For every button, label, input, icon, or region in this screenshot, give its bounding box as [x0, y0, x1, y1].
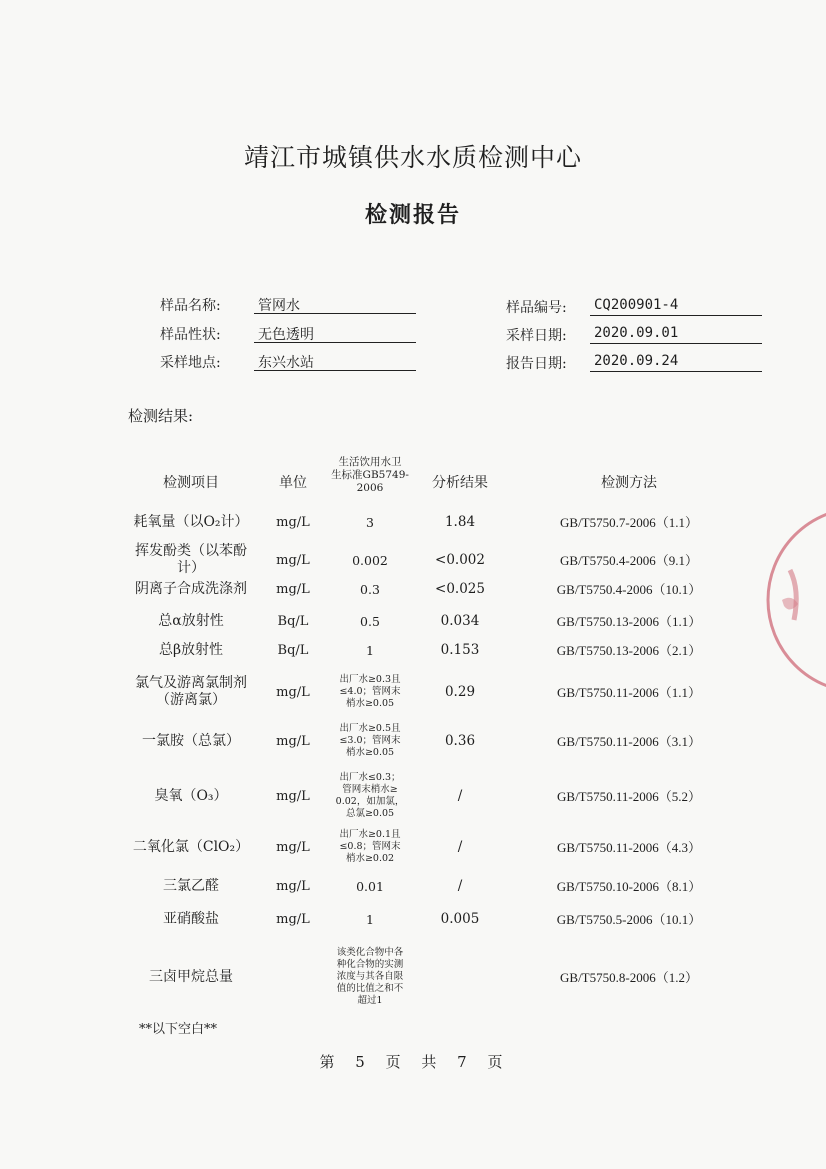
blank-note: **以下空白** [139, 1022, 218, 1037]
item-cell [118, 543, 264, 577]
item-cell-line: 三卤甲烷总量 [149, 969, 233, 985]
unit-cell: mg/L [276, 685, 310, 700]
limit-cell-line: 出厂水≥0.5且 [339, 723, 401, 734]
item-cell [118, 733, 264, 750]
item-cell-line: 总β放射性 [158, 642, 224, 658]
red-seal-stamp [760, 500, 826, 700]
limit-cell-line: 管网末梢水≥ [342, 784, 398, 795]
method-cell: GB/T5750.10-2006（8.1） [556, 879, 702, 894]
item-cell [118, 675, 264, 709]
result-cell: / [457, 839, 463, 855]
result-cell: 1.84 [444, 514, 476, 530]
limit-cell [324, 613, 416, 630]
item-cell-line: 臭氧（O₃） [154, 788, 228, 804]
unit-cell: mg/L [276, 582, 310, 597]
method-cell: GB/T5750.11-2006（4.3） [557, 840, 701, 855]
report-date-value: 2020.09.24 [590, 353, 762, 372]
result-cell: 0.153 [440, 642, 480, 658]
limit-cell [324, 642, 416, 659]
report-date-label: 报告日期: [506, 356, 567, 372]
sample-no-value: CQ200901-4 [590, 297, 762, 316]
limit-cell [324, 911, 416, 928]
limit-cell-line: 3 [366, 515, 374, 530]
page-footer: 第 5 页 共 7 页 [319, 1053, 507, 1071]
limit-cell [324, 723, 416, 759]
unit-cell: mg/L [276, 515, 310, 530]
method-cell: GB/T5750.13-2006（2.1） [556, 643, 702, 658]
sample-state-value: 无色透明 [254, 324, 416, 343]
sample-location-label: 采样地点: [160, 355, 221, 371]
limit-cell [324, 514, 416, 531]
header-limit-line: 2006 [356, 482, 384, 494]
limit-cell [324, 581, 416, 598]
result-cell: 0.36 [444, 733, 476, 749]
result-cell: <0.025 [435, 581, 485, 597]
results-label: 检测结果: [128, 407, 194, 425]
item-cell-line: 三氯乙醛 [163, 878, 219, 894]
item-cell-line: 亚硝酸盐 [163, 911, 219, 927]
item-cell-line: 阴离子合成洗涤剂 [135, 581, 247, 597]
limit-cell-line: ≤3.0；管网末 [339, 735, 401, 746]
limit-cell [324, 552, 416, 569]
report-title: 检测报告 [364, 202, 461, 228]
result-cell: 0.29 [444, 684, 476, 700]
unit-cell: Bq/L [277, 614, 309, 629]
item-cell [118, 613, 264, 630]
result-cell: <0.002 [435, 552, 485, 568]
limit-cell-line: 0.002 [352, 553, 388, 568]
unit-cell: mg/L [276, 789, 310, 804]
sample-date-label: 采样日期: [506, 328, 567, 344]
limit-cell-line: ≤4.0；管网末 [339, 686, 401, 697]
item-cell [118, 969, 264, 986]
header-result: 分析结果 [432, 475, 488, 491]
item-cell-line: 挥发酚类（以苯酚 [135, 543, 247, 559]
item-cell [118, 788, 264, 805]
header-unit: 单位 [279, 475, 307, 491]
limit-cell-line: 超过1 [357, 995, 383, 1006]
item-cell [118, 911, 264, 928]
limit-cell-line: 梢水≥0.05 [345, 698, 395, 709]
item-cell [118, 642, 264, 659]
item-cell-line: 一氯胺（总氯） [142, 733, 240, 749]
item-cell [118, 839, 264, 856]
item-cell [118, 581, 264, 598]
organization-title: 靖江市城镇供水水质检测中心 [243, 143, 582, 172]
item-cell-line: 二氧化氯（ClO₂） [132, 839, 250, 855]
limit-cell [324, 674, 416, 710]
limit-cell-line: 种化合物的实测 [336, 959, 404, 970]
limit-cell-line: 出厂水≥0.3且 [339, 674, 401, 685]
unit-cell: mg/L [276, 879, 310, 894]
limit-cell-line: 1 [366, 912, 374, 927]
limit-cell-line: 梢水≥0.02 [345, 853, 395, 864]
limit-cell-line: 浓度与其各自限 [336, 971, 404, 982]
limit-cell-line: 梢水≥0.05 [345, 747, 395, 758]
method-cell: GB/T5750.8-2006（1.2） [560, 970, 698, 985]
unit-cell: mg/L [276, 553, 310, 568]
unit-cell: mg/L [276, 840, 310, 855]
item-cell-line: 总α放射性 [158, 613, 224, 629]
limit-cell-line: 0.02，如加氯， [335, 796, 405, 807]
limit-cell-line: 0.5 [360, 614, 380, 629]
sample-no-label: 样品编号: [506, 300, 567, 316]
sample-date-value: 2020.09.01 [590, 325, 762, 344]
limit-cell-line: 总氯≥0.05 [345, 808, 395, 819]
item-cell-line: 耗氧量（以O₂计） [133, 514, 249, 530]
item-cell-line: （游离氯） [156, 692, 226, 708]
limit-cell-line: 该类化合物中各 [336, 947, 404, 958]
method-cell: GB/T5750.11-2006（5.2） [557, 789, 701, 804]
sample-location-value: 东兴水站 [254, 352, 416, 371]
item-cell [118, 878, 264, 895]
unit-cell: mg/L [276, 734, 310, 749]
method-cell: GB/T5750.4-2006（10.1） [556, 582, 702, 597]
result-cell: / [457, 878, 463, 894]
limit-cell [324, 878, 416, 895]
method-cell: GB/T5750.7-2006（1.1） [560, 515, 698, 530]
method-cell: GB/T5750.5-2006（10.1） [556, 912, 702, 927]
result-cell: 0.005 [440, 911, 480, 927]
method-cell: GB/T5750.11-2006（3.1） [557, 734, 701, 749]
limit-cell-line: 0.3 [360, 582, 380, 597]
unit-cell: mg/L [276, 912, 310, 927]
limit-cell [324, 772, 416, 820]
header-method: 检测方法 [601, 475, 657, 491]
unit-cell: Bq/L [277, 643, 309, 658]
item-cell-line: 氯气及游离氯制剂 [135, 675, 247, 691]
limit-cell-line: 出厂水≤0.3； [339, 772, 401, 783]
header-limit [324, 456, 416, 495]
sample-name-value: 管网水 [254, 295, 416, 314]
limit-cell-line: ≤0.8；管网末 [339, 841, 401, 852]
limit-cell-line: 1 [366, 643, 374, 658]
result-cell: 0.034 [440, 613, 480, 629]
header-limit-line: 生标准GB5749- [331, 469, 409, 481]
limit-cell [324, 829, 416, 865]
limit-cell-line: 值的比值之和不 [336, 983, 404, 994]
method-cell: GB/T5750.13-2006（1.1） [556, 614, 702, 629]
sample-name-label: 样品名称: [160, 298, 221, 314]
result-cell: / [457, 788, 463, 804]
header-item: 检测项目 [163, 475, 219, 491]
method-cell: GB/T5750.11-2006（1.1） [557, 685, 701, 700]
item-cell-line: 计） [177, 560, 205, 576]
header-limit-line: 生活饮用水卫 [338, 456, 402, 468]
method-cell: GB/T5750.4-2006（9.1） [560, 553, 698, 568]
limit-cell [324, 947, 416, 1007]
limit-cell-line: 出厂水≥0.1且 [339, 829, 401, 840]
sample-state-label: 样品性状: [160, 327, 221, 343]
limit-cell-line: 0.01 [356, 879, 384, 894]
item-cell [118, 514, 264, 531]
